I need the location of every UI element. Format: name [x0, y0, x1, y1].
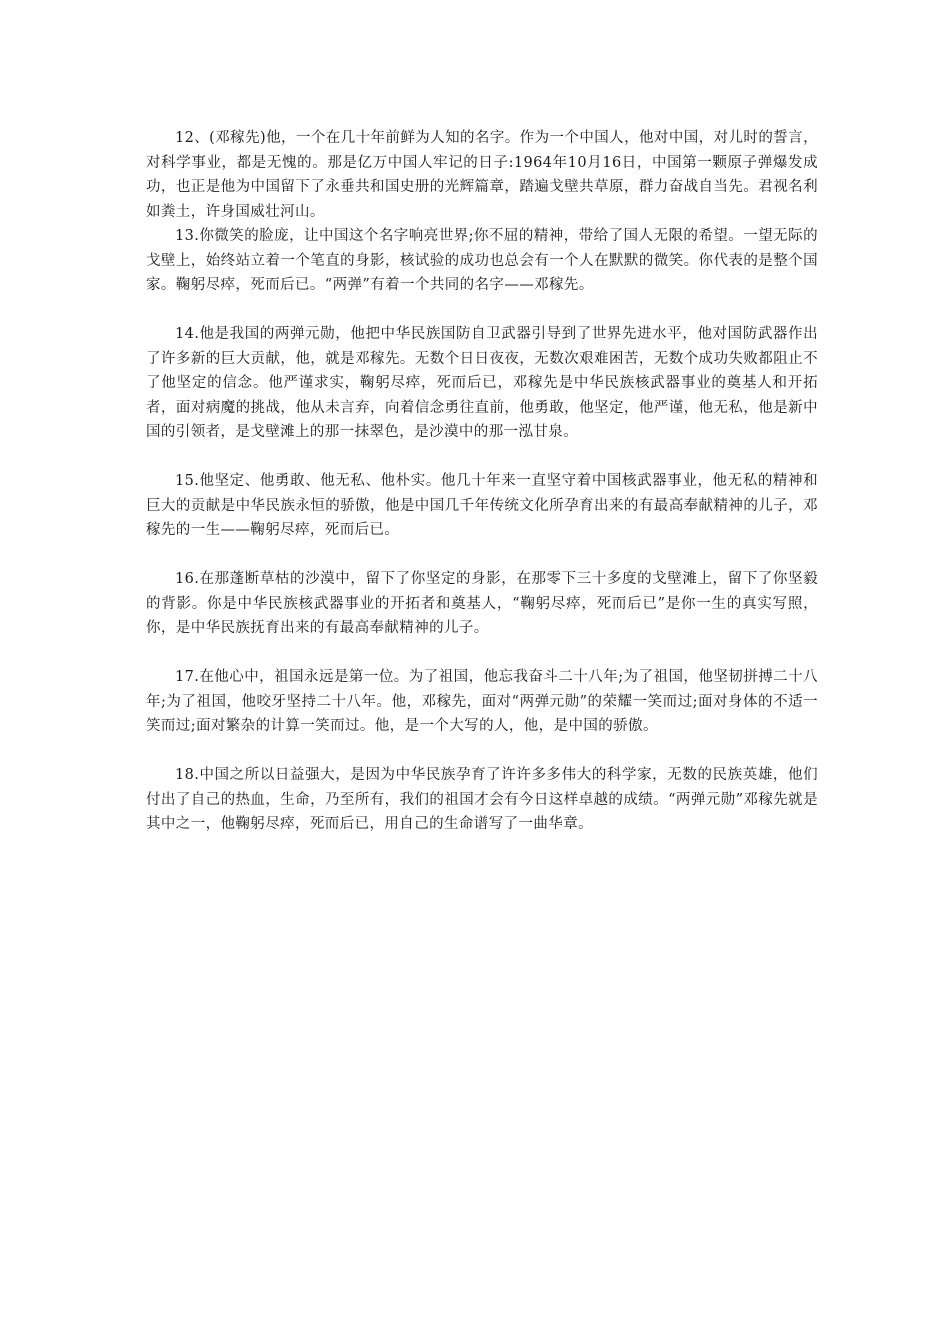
document-body	[146, 126, 818, 837]
paragraph-16: 16.在那蓬断草枯的沙漠中，留下了你坚定的身影，在那零下三十多度的戈壁滩上，留下了你坚毅的背影。你是中华民族核武器事业的开拓者和奠基人，“鞠躬尽瘁，死而后已”是你一生的真实写照，你，是中华民族抚育出来的有最高奉献精神的儿子。	[146, 571, 818, 636]
paragraph-17: 17.在他心中，祖国永远是第一位。为了祖国，他忘我奋斗二十八年;为了祖国，他坚韧拼搏二十八年;为了祖国，他咬牙坚持二十八年。他，邓稼先，面对“两弹元勋”的荣耀一笑而过;面对身体的不适一笑而过;面对繁杂的计算一笑而过。他，是一个大写的人，他，是中国的骄傲。	[146, 669, 818, 734]
paragraph-15: 15.他坚定、他勇敢、他无私、他朴实。他几十年来一直坚守着中国核武器事业，他无私的精神和巨大的贡献是中华民族永恒的骄傲，他是中国几千年传统文化所孕育出来的有最高奉献精神的儿子，邓稼先的一生——鞠躬尽瘁，死而后已。	[146, 473, 818, 538]
paragraph-13: 13.你微笑的脸庞，让中国这个名字响亮世界;你不屈的精神，带给了国人无限的希望。一望无际的戈壁上，始终站立着一个笔直的身影，核试验的成功也总会有一个人在默默的微笑。你代表的是整个国家。鞠躬尽瘁，死而后已。“两弹”有着一个共同的名字——邓稼先。	[146, 228, 818, 293]
paragraph-14: 14.他是我国的两弹元勋，他把中华民族国防自卫武器引导到了世界先进水平，他对国防武器作出了许多新的巨大贡献，他，就是邓稼先。无数个日日夜夜，无数次艰难困苦，无数个成功失败都阻止不了他坚定的信念。他严谨求实，鞠躬尽瘁，死而后已，邓稼先是中华民族核武器事业的奠基人和开拓者，面对病魔的挑战，他从未言弃，向着信念勇往直前，他勇敢，他坚定，他严谨，他无私，他是新中国的引领者，是戈壁滩上的那一抹翠色，是沙漠中的那一泓甘泉。	[146, 326, 818, 440]
paragraph-18: 18.中国之所以日益强大，是因为中华民族孕育了许许多多伟大的科学家，无数的民族英雄，他们付出了自己的热血，生命，乃至所有，我们的祖国才会有今日这样卓越的成绩。“两弹元勋”邓稼先就是其中之一，他鞠躬尽瘁，死而后已，用自己的生命谱写了一曲华章。	[146, 767, 818, 832]
paragraph-12: 12、(邓稼先)他，一个在几十年前鲜为人知的名字。作为一个中国人，他对中国，对儿时的誓言，对科学事业，都是无愧的。那是亿万中国人牢记的日子:1964年10月16日，中国第一颗原子弹爆发成功，也正是他为中国留下了永垂共和国史册的光辉篇章，踏遍戈壁共草原，群力奋战自当先。君视名利如粪土，许身国威壮河山。	[146, 130, 818, 220]
